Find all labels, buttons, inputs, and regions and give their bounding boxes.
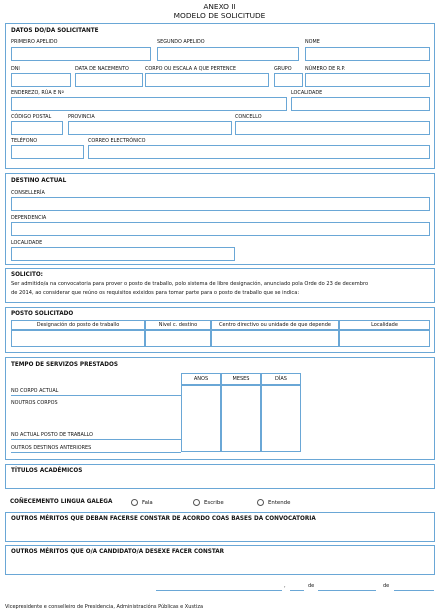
meritos-candidato-title: OUTROS MÉRITOS QUE O/A CANDIDATO/A DESEXE FACER CONSTAR bbox=[11, 549, 225, 555]
primeiro-apelido-label: PRIMEIRO APELIDO bbox=[11, 39, 58, 45]
corpo-label: CORPO OU ESCALA A QUE PERTENCE bbox=[145, 66, 236, 72]
posto-designacion-cell[interactable] bbox=[11, 330, 145, 347]
corpo-field[interactable] bbox=[145, 73, 269, 87]
month-line[interactable] bbox=[318, 590, 376, 591]
nome-field[interactable] bbox=[305, 47, 430, 61]
fala-radio[interactable] bbox=[131, 499, 138, 506]
meritos-bases-field[interactable] bbox=[11, 524, 430, 539]
nome-label: NOME bbox=[305, 39, 320, 45]
posto-col-designacion: Designación do posto de traballo bbox=[11, 320, 145, 330]
provincia-field[interactable] bbox=[68, 121, 232, 135]
codigo-postal-label: CÓDIGO POSTAL bbox=[11, 114, 52, 120]
annex-label: ANEXO II bbox=[203, 2, 236, 11]
provincia-label: PROVINCIA bbox=[68, 114, 95, 120]
correo-label: CORREO ELECTRÓNICO bbox=[88, 138, 146, 144]
solicito-title: SOLICITO: bbox=[11, 272, 43, 278]
tempo-col-anos: ANOS bbox=[181, 373, 221, 385]
tempo-row-actual-posto: NO ACTUAL POSTO DE TRABALLO bbox=[11, 432, 93, 438]
posto-col-nivel: Nivel c. destino bbox=[145, 320, 211, 330]
enderezo-field[interactable] bbox=[11, 97, 287, 111]
solicito-line-1: Ser admitido/a na convocatoria para prover o posto de traballo, polo sistema de libre designación, anunciado pola Orde do 23 de decembro bbox=[11, 281, 369, 287]
form-title: MODELO DE SOLICITUDE bbox=[173, 11, 266, 20]
destino-section-title: DESTINO ACTUAL bbox=[11, 178, 67, 184]
posto-section bbox=[5, 307, 435, 353]
destino-section bbox=[5, 173, 435, 265]
tempo-section-title: TEMPO DE SERVIZOS PRESTADOS bbox=[11, 362, 118, 368]
meritos-bases-section bbox=[5, 512, 435, 542]
solicito-section bbox=[5, 268, 435, 303]
telefono-field[interactable] bbox=[11, 145, 84, 159]
escribe-radio[interactable] bbox=[193, 499, 200, 506]
conselleria-label: CONSELLERÍA bbox=[11, 190, 45, 196]
tempo-dias-cell[interactable] bbox=[261, 385, 301, 452]
localidade-label: LOCALIDADE bbox=[291, 90, 323, 96]
segundo-apelido-field[interactable] bbox=[157, 47, 299, 61]
dni-label: DNI bbox=[11, 66, 20, 72]
tempo-anos-cell[interactable] bbox=[181, 385, 221, 452]
tempo-meses-cell[interactable] bbox=[221, 385, 261, 452]
nrp-field[interactable] bbox=[305, 73, 430, 87]
day-line[interactable] bbox=[290, 590, 304, 591]
meritos-bases-title: OUTROS MÉRITOS QUE DEBAN FACERSE CONSTAR DE ACORDO COAS BASES DA CONVOCATORIA bbox=[11, 516, 316, 522]
dependencia-label: DEPENDENCIA bbox=[11, 215, 47, 221]
tempo-section bbox=[5, 357, 435, 460]
concello-field[interactable] bbox=[235, 121, 430, 135]
posto-section-title: POSTO SOLICITADO bbox=[11, 311, 74, 317]
grupo-label: GRUPO bbox=[274, 66, 292, 72]
posto-centro-cell[interactable] bbox=[211, 330, 339, 347]
primeiro-apelido-field[interactable] bbox=[11, 47, 151, 61]
conselleria-field[interactable] bbox=[11, 197, 430, 211]
signature-comma: , bbox=[284, 583, 286, 589]
telefono-label: TELÉFONO bbox=[11, 138, 38, 144]
concello-label: CONCELLO bbox=[235, 114, 262, 120]
footer-recipient: Vicepresidente e conselleiro de Presidencia, Administracións Públicas e Xustiza bbox=[5, 604, 204, 610]
codigo-postal-field[interactable] bbox=[11, 121, 63, 135]
escribe-label: Escribe bbox=[204, 500, 224, 506]
lingua-title: COÑECEMENTO LINGUA GALEGA bbox=[10, 499, 113, 505]
enderezo-label: ENDEREZO, RÚA E Nº bbox=[11, 90, 64, 96]
tempo-row-divider bbox=[11, 439, 181, 440]
signature-de-2: de bbox=[383, 583, 390, 589]
destino-localidade-label: LOCALIDADE bbox=[11, 240, 43, 246]
posto-nivel-cell[interactable] bbox=[145, 330, 211, 347]
titulos-section bbox=[5, 464, 435, 489]
applicant-section bbox=[5, 23, 435, 169]
segundo-apelido-label: SEGUNDO APELIDO bbox=[157, 39, 205, 45]
posto-col-centro: Centro directivo ou unidade de que depende bbox=[211, 320, 339, 330]
titulos-title: TÍTULOS ACADÉMICOS bbox=[11, 468, 83, 474]
tempo-row-noutros-corpos: NOUTROS CORPOS bbox=[11, 400, 58, 406]
entende-label: Entende bbox=[268, 500, 291, 506]
tempo-row-divider bbox=[11, 452, 181, 453]
posto-localidade-cell[interactable] bbox=[339, 330, 430, 347]
destino-localidade-field[interactable] bbox=[11, 247, 235, 261]
signature-de-1: de bbox=[308, 583, 315, 589]
meritos-candidato-section bbox=[5, 545, 435, 575]
data-nacemento-label: DATA DE NACEMENTO bbox=[75, 66, 129, 72]
meritos-candidato-field[interactable] bbox=[11, 557, 430, 572]
grupo-field[interactable] bbox=[274, 73, 303, 87]
applicant-section-title: DATOS DO/DA SOLICITANTE bbox=[11, 28, 99, 34]
tempo-row-corpo-actual: NO CORPO ACTUAL bbox=[11, 388, 59, 394]
place-line[interactable] bbox=[156, 590, 282, 591]
dependencia-field[interactable] bbox=[11, 222, 430, 236]
localidade-field[interactable] bbox=[291, 97, 430, 111]
year-line[interactable] bbox=[394, 590, 434, 591]
tempo-row-outros-destinos: OUTROS DESTINOS ANTERIORES bbox=[11, 445, 92, 451]
tempo-row-divider bbox=[11, 395, 181, 396]
correo-field[interactable] bbox=[88, 145, 430, 159]
nrp-label: NÚMERO DE R.P. bbox=[305, 66, 346, 72]
posto-col-localidade: Localidade bbox=[339, 320, 430, 330]
data-nacemento-field[interactable] bbox=[75, 73, 143, 87]
fala-label: Fala bbox=[142, 500, 153, 506]
tempo-col-dias: DÍAS bbox=[261, 373, 301, 385]
entende-radio[interactable] bbox=[257, 499, 264, 506]
tempo-col-meses: MESES bbox=[221, 373, 261, 385]
dni-field[interactable] bbox=[11, 73, 71, 87]
solicito-line-2: de 2014, ao considerar que reúno os requisitos exixidos para tomar parte para o posto de traballo que se indica: bbox=[11, 290, 300, 296]
